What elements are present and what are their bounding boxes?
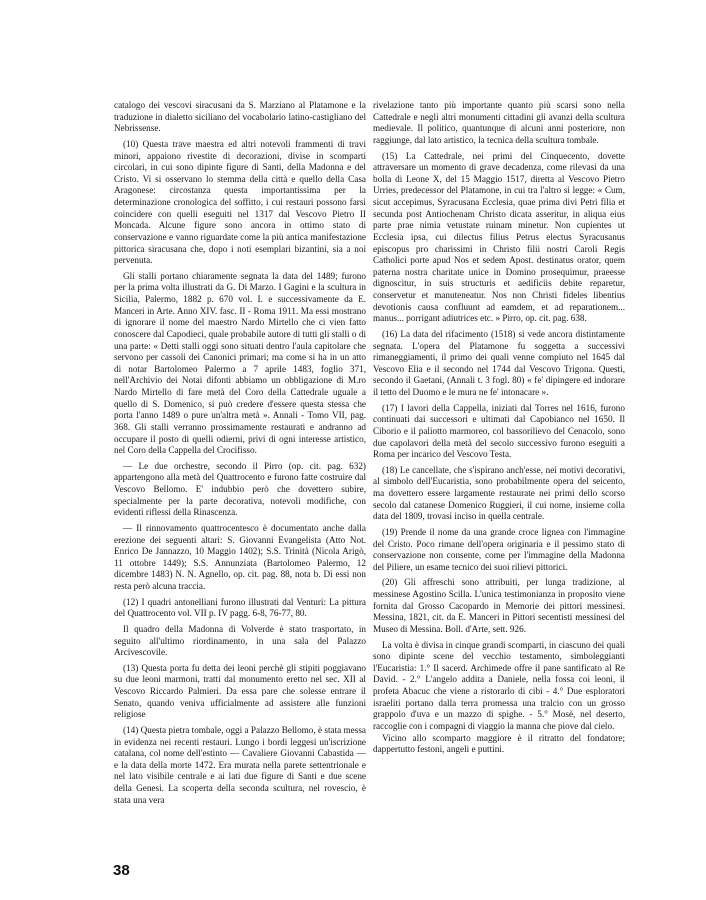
- page-number: 38: [113, 862, 130, 879]
- right-column-paragraph: (19) Prende il nome da una grande croce lignea con l'immagine del Cristo. Poco rimane dell'opera originaria e il pessimo stato di conservazione non consente, come per l'immagine della Madonna del Piliere, un esame tecnico dei suoi rilievi pittorici.: [373, 526, 625, 572]
- left-column-paragraph: (13) Questa porta fu detta dei leoni perchè gli stipiti poggiavano su due leoni marmoni, tratti dal monumento eretto nel sec. XII al Vescovo Riccardo Palmieri. Da essa pare che solesse entrare il Senato, quando veniva ufficialmente ad assistere alle funzioni religiose: [114, 662, 366, 720]
- left-text-column: [114, 100, 366, 852]
- right-column-paragraph: (20) Gli affreschi sono attribuiti, per lunga tradizione, al messinese Agostino Scilla. L'unica testimonianza in proposito viene fornita dal Grosso Cacopardo in Memorie dei pittori messinesi. Messina, 1821, cit. da E. Manceri in Pittori secentisti messinesi del Museo di Messina. Boll. d'Arte, sett. 926.: [373, 577, 625, 634]
- right-column-paragraph: (16) La data del rifacimento (1518) si vede ancora distintamente segnata. L'opera del Platamone fu soggetta a successivi rimaneggiamenti, il primo dei quali venne compiuto nel 1645 dal Vescovo Elia e il secondo nel 1744 dal Vescovo Trigona. Questi, secondo il Gaetani, (Annali t. 3 fogl. 80) « fe' dipingere ed indorare il tetto del Duomo e le mura ne fe' intonacare ».: [373, 328, 625, 397]
- right-column-paragraph: Vicino allo scomparto maggiore è il ritratto del fondatore; dappertutto festoni, angeli e puttini.: [373, 732, 625, 755]
- right-column-paragraph: (15) La Cattedrale, nei primi del Cinquecento, dovette attraversare un momento di grave decadenza, come rilevasi da una bolla di Leone X, del 15 Maggio 1517, diretta al Vescovo Pietro Urries, predecessor del Platamone, in cui tra l'altro si legge: « Cum, sicut accepimus, Syracusana Ecclesia, quae prima divi Petri filia et secunda post Antiochenam Christo dicata asseritur, in aliqua eius parte prae nimia vetustate ruinam minetur. Non cupientes ut Ecclesia ipsa, cui dilectus filius Petrus electus Syracusanus episcopus pro charissimi in Christo filii nostri Caroli Regis Catholici porte apud Nos et sedem Apost. destinatus orator, quem paterna nostra charitate unice in Domino prosequimur, praeesse dignoscitur, in suis structuris et aedificiis debite reparetur, conservetur et manuteneatur. Nos non Christi fideles libentius devotionis causa confluunt ad eamdem, et ad reparationem... manus... porrigant adiutrices etc. » Pirro, op. cit. pag. 638.: [373, 150, 625, 324]
- left-column-paragraph: (14) Questa pietra tombale, oggi a Palazzo Bellomo, è stata messa in evidenza nei recenti restauri. Lungo i bordi leggesi un'iscrizione catalana, col nome dell'estinto — Cavaliere Giovanni Cabastida — e la data della morte 1472. Era murata nella parete settentrionale e nel lato visibile centrale e ai lati due figure di Santi e due scene della Genesi. La scoperta della seconda scultura, nel rovescio, è stata una vera: [114, 724, 366, 805]
- left-column-paragraph: (10) Questa trave maestra ed altri notevoli frammenti di travi minori, appaiono rivestite di decorazioni, divise in scomparti circolari, in cui sono dipinte figure di Santi, della Madonna e del Cristo. Vi si osservano lo stemma della città e quello della Casa Aragonese: circostanza questa importantissima per la determinazione cronologica del soffitto, i cui restauri possono farsi coincidere con quelli eseguiti nel 1317 dal Vescovo Pietro II Moncada. Alcune figure sono ancora in ottimo stato di conservazione e vanno riguardate come la più antica manifestazione pittorica siracusana che, dopo i noti esemplari bizantini, sia a noi pervenuta.: [114, 138, 366, 266]
- left-column-paragraph: Gli stalli portano chiaramente segnata la data del 1489; furono per la prima volta illustrati da G. Di Marzo. I Gagini e la scultura in Sicilia, Palermo, 1882 p. 670 vol. I. e successivamente da E. Manceri in Arte. Anno XIV. fasc. II - Roma 1911. Ma essi mostrano di ignorare il nome del maestro Nardo Mirtello che ci vien fatto conoscere dal Capodieci, quale probabile autore di tutti gli stalli o di una parte: « Detti stalli oggi sono situati dentro l'aula capitolare che servono per cassoli dei Canonici primari; ma come si ha in un atto di notar Bartolomeo Palermo a 7 aprile 1483, foglio 371, nell'Archivio dei Notai difonti abbiamo un obbligazione di M.ro Nardo Mirtello di fare metà del Coro della Cattedrale uguale a quello di S. Domenico, si può credere d'essere questa stessa che porta l'anno 1489 o pure un'altra metà ». Annali - Tomo VII, pag. 368. Gli stalli verranno prossimamente restaurati e andranno ad occupare il posto di quelli odierni, privi di ogni interesse artistico, nel Coro della Cappella del Crocifisso.: [114, 270, 366, 456]
- left-column-paragraph: catalogo dei vescovi siracusani da S. Marziano al Platamone e la traduzione in dialetto siciliano del vocabolario latino-castigliano del Nebrissense.: [114, 100, 366, 134]
- left-column-paragraph: — Il rinnovamento quattrocentesco è documentato anche dalla erezione dei seguenti altari: S. Giovanni Evangelista (Atto Not. Enrico De Jannazzo, 10 Maggio 1402); S.S. Trinità (Nicola Arigò, 11 ottobre 1449); S.S. Annunziata (Bartolomeo Palermo, 12 dicembre 1483) N. N. Agnello, op. cit. pag. 88, nota b. Di essi non resta però alcuna traccia.: [114, 522, 366, 591]
- right-column-paragraph: (17) I lavori della Cappella, iniziati dal Torres nel 1616, furono continuati dai successori e ultimati dal Capobianco nel 1650. Il Ciborio e il paliotto marmoreo, col bassorilievo del Cenacolo, sono due capolavori della metà del secolo successivo furono eseguiti a Roma per incarico del Vescovo Testa.: [373, 402, 625, 460]
- right-column-paragraph: La volta è divisa in cinque grandi scomparti, in ciascuno dei quali sono dipinte scene del vecchio testamento, simboleggianti l'Eucaristia: 1.° Il sacerd. Archimede offre il pane santificato al Re David. - 2.° L'angelo addita a Daniele, nella fossa coi leoni, il profeta Abacuc che viene a ristorarlo di cibi - 4.° Due esploratori israeliti portano dalla terra promessa una tralcio con un grosso grappolo d'uva e un mazzo di spighe. - 5.° Mosè, nel deserto, raccoglie con i compagni di viaggio la manna che piove dal cielo.: [373, 639, 625, 731]
- right-column-paragraph: (18) Le cancellate, che s'ispirano anch'esse, nei motivi decorativi, al simbolo dell'Eucaristia, sono probabilmente opera del seicento, ma dovettero essere largamente restaurate nei primi dello scorso secolo dal catanese Domenico Ruggieri, il cui nome, insieme colla data del 1809, trovasi inciso in quella centrale.: [373, 464, 625, 522]
- left-column-paragraph: Il quadro della Madonna di Volverde è stato trasportato, in seguito all'ultimo riordinamento, in una sala del Palazzo Arcivescovile.: [114, 623, 366, 658]
- left-column-paragraph: — Le due orchestre, secondo il Pirro (op. cit. pag. 632) appartengono alla metà del Quattrocento e furono fatte costruire dal Vescovo Bellomo. E' indubbio però che dovettero subire, specialmente per la parte decorativa, notevoli modifiche, con evidenti riflessi della Rinascenza.: [114, 460, 366, 518]
- right-column-paragraph: rivelazione tanto più importante quanto più scarsi sono nella Cattedrale e negli altri monumenti cittadini gli avanzi della scultura medievale. Il politico, quantunque di alcuni anni posteriore, non raggiunge, dal lato artistico, la tecnica della scultura tombale.: [373, 100, 625, 145]
- left-column-paragraph: (12) I quadri antonelliani furono illustrati dal Venturi: La pittura del Quattrocento vol. VII p. IV pagg. 6-8, 76-77, 80.: [114, 596, 366, 619]
- right-text-column: [373, 100, 625, 852]
